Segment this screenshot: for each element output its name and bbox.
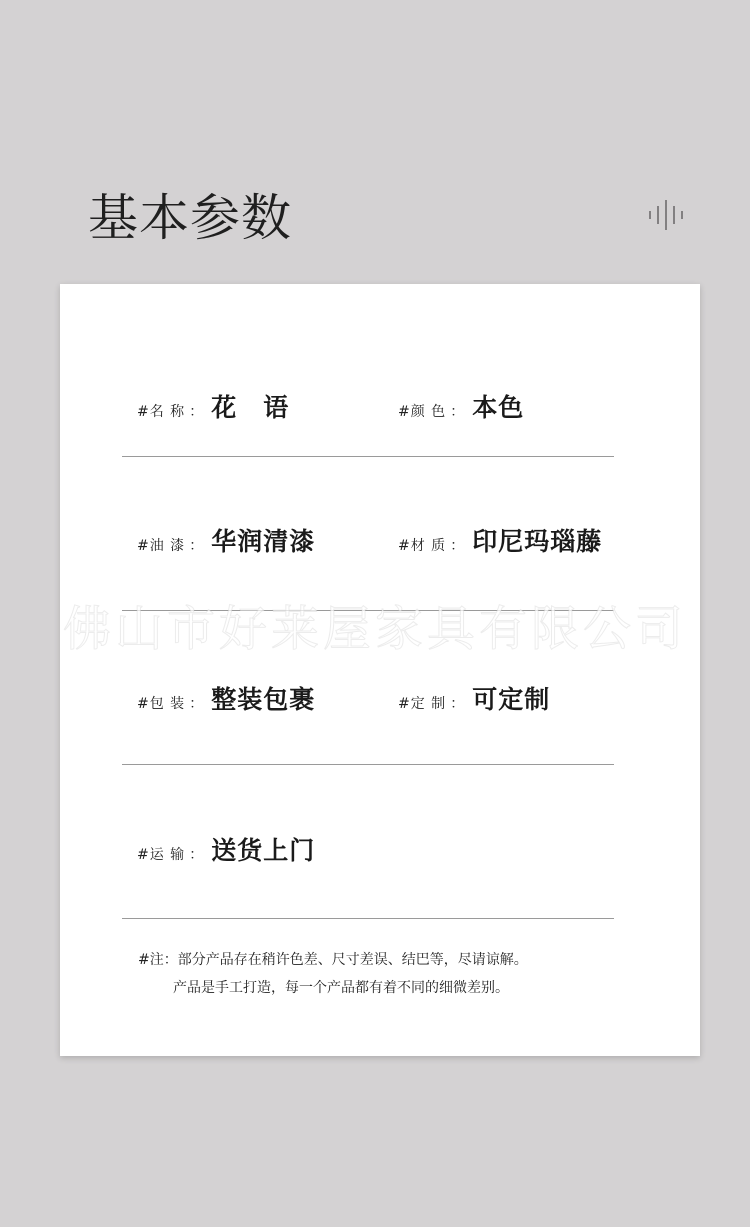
param-custom-colon: ： <box>450 696 465 712</box>
divider <box>122 918 614 919</box>
sound-bars-icon <box>648 200 688 230</box>
param-name-value: 花 语 <box>211 393 290 422</box>
param-material <box>398 522 602 558</box>
note-line-2: 产品是手工打造，每一个产品都有着不同的细微差别。 <box>173 980 509 996</box>
param-paint <box>137 522 315 558</box>
param-name-colon: ： <box>189 404 204 420</box>
param-paint-colon: ： <box>189 538 204 554</box>
param-name <box>137 388 289 424</box>
param-color-colon: ： <box>450 404 465 420</box>
page-title: 基本参数 <box>88 189 292 247</box>
param-name-label: #名 称 <box>137 404 186 420</box>
disclaimer-note <box>138 946 528 1002</box>
param-shipping-colon: ： <box>189 847 204 863</box>
param-material-label: #材 质 <box>398 538 447 554</box>
param-custom-label: #定 制 <box>398 696 447 712</box>
param-paint-value: 华润清漆 <box>211 527 316 556</box>
param-shipping-label: #运 输 <box>137 847 186 863</box>
param-color-value: 本色 <box>472 393 525 422</box>
param-color <box>398 388 524 424</box>
param-packaging-label: #包 装 <box>137 696 186 712</box>
param-material-colon: ： <box>450 538 465 554</box>
param-paint-label: #油 漆 <box>137 538 186 554</box>
param-custom-value: 可定制 <box>472 685 551 714</box>
param-material-value: 印尼玛瑙藤 <box>472 527 603 556</box>
divider <box>122 456 614 457</box>
param-packaging-value: 整装包裹 <box>211 685 316 714</box>
param-shipping <box>137 831 315 867</box>
note-line-1: #注：部分产品存在稍许色差、尺寸差误、结巴等，尽请谅解。 <box>138 952 528 968</box>
parameters-card <box>60 284 700 1056</box>
param-shipping-value: 送货上门 <box>211 836 316 865</box>
param-color-label: #颜 色 <box>398 404 447 420</box>
watermark: 佛山市好莱屋家具有限公司 <box>62 601 687 657</box>
param-packaging <box>137 680 315 716</box>
divider <box>122 610 614 611</box>
divider <box>122 764 614 765</box>
param-custom <box>398 680 550 716</box>
param-packaging-colon: ： <box>189 696 204 712</box>
